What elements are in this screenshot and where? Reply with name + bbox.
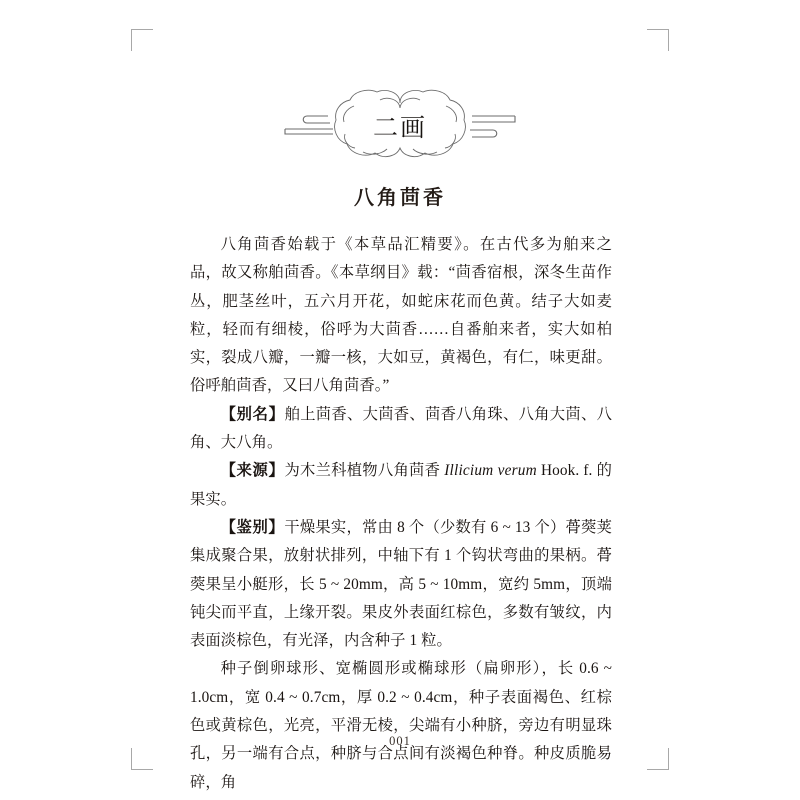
crop-mark-bottom-right — [647, 748, 669, 770]
section-label-bieming: 【别名】 — [220, 405, 285, 423]
page-number: 001 — [389, 734, 411, 748]
paragraph-intro-text: 八角茴香始载于《本草品汇精要》。在古代多为舶来之品，故又称舶茴香。《本草纲目》载：“茴香宿根，深冬生苗作丛，肥茎丝叶，五六月开花，如蛇床花而色黄。结子大如麦粒，轻而有细棱，俗呼为大茴香……自番舶来者，实大如柏实，裂成八瓣，一瓣一核，大如豆，黄褐色，有仁，味更甜。俗呼舶茴香，又曰八角茴香。” — [190, 236, 612, 395]
section-label-jianbie: 【鉴别】 — [220, 518, 285, 536]
paragraph-bieming — [190, 401, 612, 458]
crop-mark-top-right — [647, 29, 669, 51]
paragraph-laiyuan-text-before: 为木兰科植物八角茴香 — [284, 462, 445, 480]
entry-title: 八角茴香 — [354, 185, 446, 209]
paragraph-jianbie-text: 干燥果实，常由 8 个（少数有 6 ~ 13 个）蓇葖荚集成聚合果，放射状排列，中轴下有 1 个钩状弯曲的果柄。蓇葖果呈小艇形，长 5 ~ 20mm，高 5 ~ 10mm，宽约 5mm，顶端钝尖而平直，上缘开裂。果皮外表面红棕色，多数有皱纹，内表面淡棕色，有光泽，内含种子 1 粒。 — [190, 518, 612, 650]
paragraph-intro — [190, 231, 612, 401]
crop-mark-top-left — [131, 29, 153, 51]
body-text-block — [190, 231, 612, 797]
section-label-laiyuan: 【来源】 — [220, 462, 285, 480]
crop-mark-bottom-left — [131, 748, 153, 770]
paragraph-laiyuan-text-after: 的果实。 — [190, 462, 612, 508]
paragraph-laiyuan — [190, 457, 612, 514]
chapter-ornament — [0, 86, 800, 170]
paragraph-jianbie — [190, 514, 612, 655]
paragraph-seed-text: 种子倒卵球形、宽椭圆形或椭球形（扁卵形），长 0.6 ~ 1.0cm，宽 0.4 ~ 0.7cm，厚 0.2 ~ 0.4cm，种子表面褐色、红棕色或黄棕色，光亮，平滑无棱，尖端有小种脐，旁边有明显珠孔，另一端有合点，种脐与合点间有淡褐色种脊。种皮质脆易碎，角 — [190, 660, 612, 791]
paragraph-seed — [190, 655, 612, 796]
chapter-ornament-label: 二画 — [372, 112, 427, 142]
species-latin-name: Illicium verum — [444, 462, 537, 480]
paragraph-bieming-text: 舶上茴香、大茴香、茴香八角珠、八角大茴、八角、大八角。 — [190, 405, 612, 452]
species-latin-author: Hook. f. — [536, 462, 593, 480]
